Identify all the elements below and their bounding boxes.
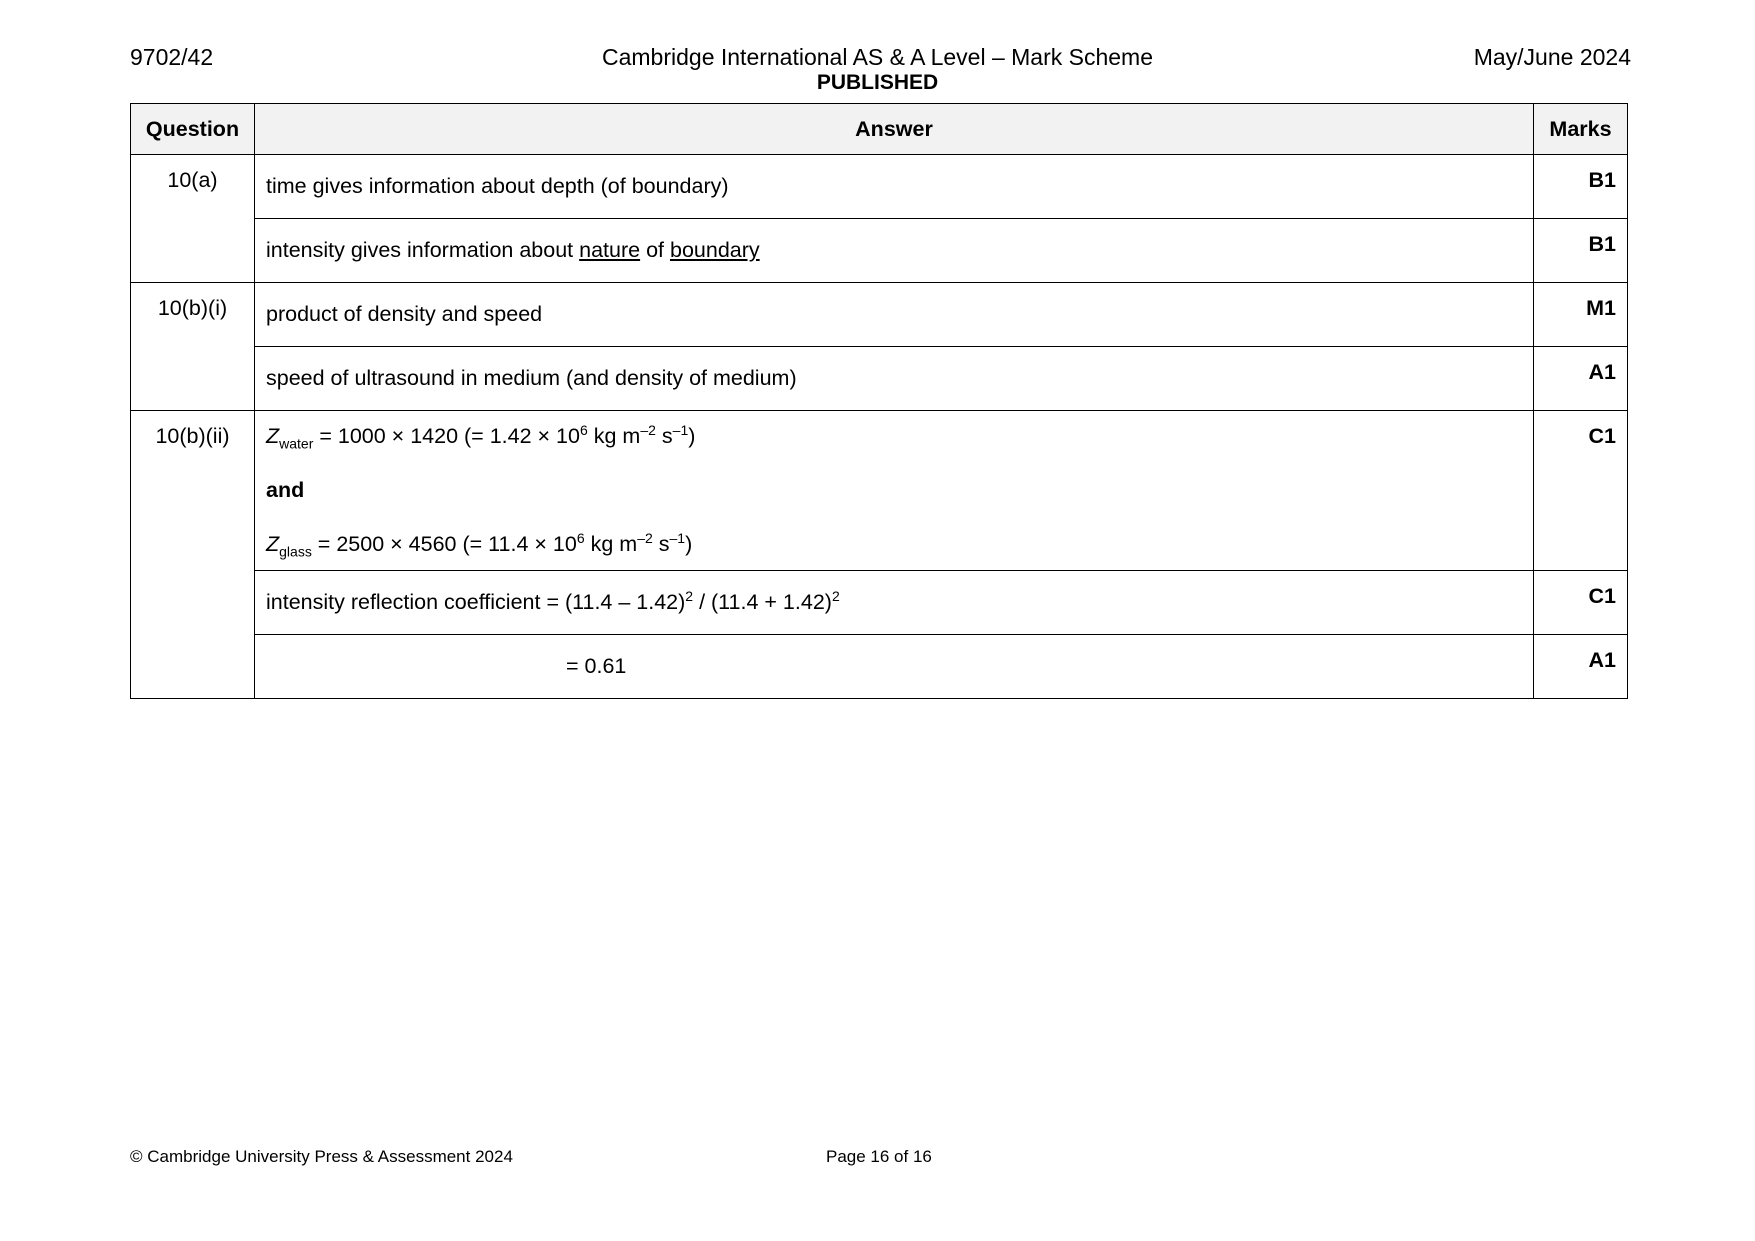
answer-cell: speed of ultrasound in medium (and density of medium) — [255, 347, 1534, 411]
exponent: –1 — [672, 421, 689, 438]
z-glass-line — [266, 529, 1522, 560]
table-row — [131, 347, 1628, 411]
paper-code: 9702/42 — [130, 44, 214, 70]
closing-paren: ) — [685, 532, 693, 556]
header-marks: Marks — [1534, 104, 1628, 155]
answer-cell — [255, 411, 1534, 571]
mark-scheme-table — [130, 103, 1628, 699]
mark-cell: B1 — [1534, 155, 1628, 219]
symbol-z: Z — [266, 424, 280, 448]
table-row — [131, 411, 1628, 571]
table-row — [131, 635, 1628, 699]
answer-text: intensity gives information about — [266, 238, 580, 262]
coefficient-expression: intensity reflection coefficient = (11.4 – 1.42) — [266, 590, 686, 614]
copyright-notice: © Cambridge University Press & Assessment 2024 — [130, 1147, 513, 1166]
unit-text: kg m — [587, 424, 641, 448]
coefficient-expression: / (11.4 + 1.42) — [693, 590, 832, 614]
table-row — [131, 283, 1628, 347]
exponent: 2 — [685, 587, 694, 604]
mark-cell: A1 — [1534, 635, 1628, 699]
exponent: –1 — [669, 529, 686, 546]
answer-cell: product of density and speed — [255, 283, 1534, 347]
table-row — [131, 155, 1628, 219]
z-glass-expression: = 2500 × 4560 (= 11.4 × 10 — [311, 532, 577, 556]
question-label-10a: 10(a) — [131, 155, 255, 283]
page-number: Page 16 of 16 — [826, 1147, 932, 1166]
unit-text: s — [652, 532, 670, 556]
subscript-water: water — [279, 435, 314, 452]
closing-paren: ) — [688, 424, 696, 448]
mark-cell: B1 — [1534, 219, 1628, 283]
answer-cell — [255, 219, 1534, 283]
z-water-expression: = 1000 × 1420 (= 1.42 × 10 — [313, 424, 580, 448]
question-label-10bi: 10(b)(i) — [131, 283, 255, 411]
header-answer: Answer — [255, 104, 1534, 155]
published-label: PUBLISHED — [816, 71, 939, 94]
unit-text: s — [655, 424, 673, 448]
underlined-word-nature: nature — [579, 238, 641, 262]
mark-cell: C1 — [1534, 411, 1628, 571]
answer-cell — [255, 571, 1534, 635]
table-row — [131, 571, 1628, 635]
answer-cell — [255, 635, 1534, 699]
final-answer: = 0.61 — [566, 654, 627, 678]
unit-text: kg m — [584, 532, 638, 556]
exam-session: May/June 2024 — [1473, 44, 1631, 70]
header-question: Question — [131, 104, 255, 155]
z-water-line — [266, 421, 1522, 452]
question-label-10bii: 10(b)(ii) — [131, 411, 255, 699]
exponent: –2 — [637, 529, 653, 546]
document-title: Cambridge International AS & A Level – Mark Scheme — [601, 44, 1154, 70]
table-row — [131, 219, 1628, 283]
exponent: –2 — [640, 421, 656, 438]
and-label: and — [266, 478, 305, 502]
underlined-word-boundary: boundary — [669, 238, 760, 262]
mark-cell: A1 — [1534, 347, 1628, 411]
mark-cell: C1 — [1534, 571, 1628, 635]
subscript-glass: glass — [279, 543, 312, 560]
exponent: 2 — [831, 587, 840, 604]
exponent: 6 — [579, 421, 588, 438]
symbol-z: Z — [266, 532, 280, 556]
exponent: 6 — [576, 529, 585, 546]
answer-text: of — [640, 238, 670, 262]
mark-cell: M1 — [1534, 283, 1628, 347]
answer-cell: time gives information about depth (of boundary) — [255, 155, 1534, 219]
table-header-row — [131, 104, 1628, 155]
